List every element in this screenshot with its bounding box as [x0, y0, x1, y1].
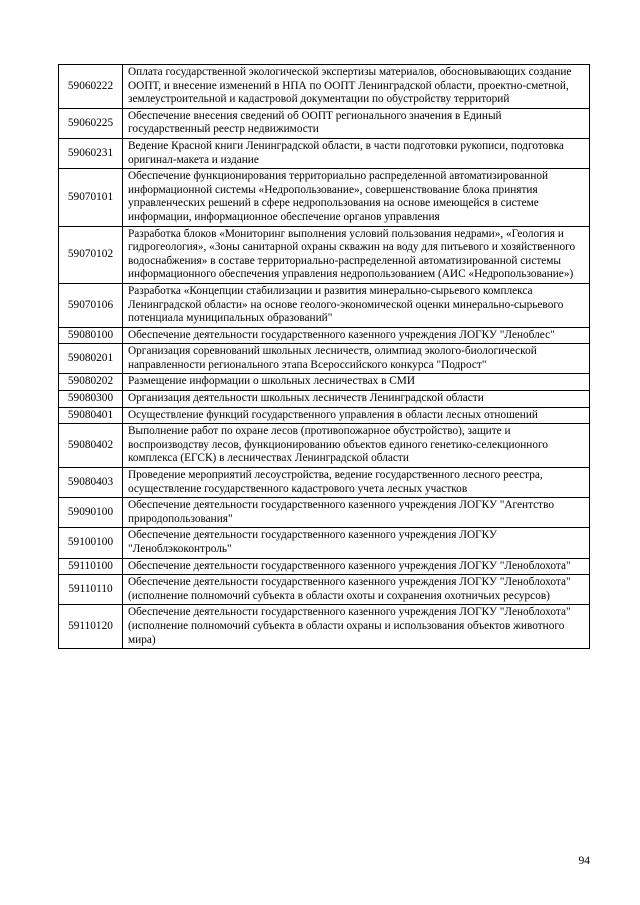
row-description: Обеспечение деятельности государственного казенного учреждения ЛОГКУ "Леноблохота" (исполнение полномочий субъекта в области охоты и сохранения охотничьих ресурсов): [123, 575, 590, 605]
row-code: 59080100: [59, 327, 123, 344]
row-description: Обеспечение деятельности государственного казенного учреждения ЛОГКУ "Леноблохота" (исполнение полномочий субъекта в области охраны и использования объектов животного мира): [123, 605, 590, 649]
row-code: 59080201: [59, 344, 123, 374]
row-code: 59090100: [59, 498, 123, 528]
budget-codes-table: [58, 64, 590, 649]
table-row: [59, 468, 590, 498]
table-row: [59, 226, 590, 283]
row-code: 59070101: [59, 169, 123, 226]
row-code: 59080202: [59, 374, 123, 391]
row-code: 59100100: [59, 528, 123, 558]
table-row: [59, 528, 590, 558]
table-row: [59, 327, 590, 344]
row-description: Обеспечение деятельности государственного казенного учреждения ЛОГКУ "Леноблохота": [123, 558, 590, 575]
table-row: [59, 169, 590, 226]
row-description: Обеспечение деятельности государственного казенного учреждения ЛОГКУ "Леноблес": [123, 327, 590, 344]
row-description: Обеспечение внесения сведений об ООПТ регионального значения в Единый государственный реестр недвижимости: [123, 108, 590, 138]
row-description: Обеспечение деятельности государственного казенного учреждения ЛОГКУ "Агентство природопользования": [123, 498, 590, 528]
table-row: [59, 424, 590, 468]
row-code: 59060231: [59, 138, 123, 168]
row-code: 59110120: [59, 605, 123, 649]
page-number: 94: [578, 855, 590, 867]
table-row: [59, 344, 590, 374]
row-description: Организация деятельности школьных лесничеств Ленинградской области: [123, 391, 590, 408]
table-row: [59, 374, 590, 391]
row-code: 59110110: [59, 575, 123, 605]
table-row: [59, 605, 590, 649]
row-description: Обеспечение функционирования территориально распределенной автоматизированной информационной системы «Недропользование», совершенствование блока принятия управленческих решений в сфере недропользования на основе имеющейся в системе информации, информационное обеспечение органов управления: [123, 169, 590, 226]
row-code: 59060225: [59, 108, 123, 138]
row-code: 59080403: [59, 468, 123, 498]
table-row: [59, 498, 590, 528]
row-description: Размещение информации о школьных лесничествах в СМИ: [123, 374, 590, 391]
row-code: 59070106: [59, 283, 123, 327]
row-code: 59080300: [59, 391, 123, 408]
row-description: Ведение Красной книги Ленинградской области, в части подготовки рукописи, подготовка оригинал-макета и издание: [123, 138, 590, 168]
row-description: Проведение мероприятий лесоустройства, ведение государственного лесного реестра, осуществление государственного кадастрового учета лесных участков: [123, 468, 590, 498]
row-description: Обеспечение деятельности государственного казенного учреждения ЛОГКУ "Леноблэкоконтроль": [123, 528, 590, 558]
table-row: [59, 575, 590, 605]
table-body: [59, 65, 590, 649]
row-code: 59110100: [59, 558, 123, 575]
table-row: [59, 391, 590, 408]
row-description: Разработка «Концепции стабилизации и развития минерально-сырьевого комплекса Ленинградской области» на основе геолого-экономической оценки минерально-сырьевого потенциала муниципальных образований": [123, 283, 590, 327]
table-row: [59, 407, 590, 424]
row-code: 59070102: [59, 226, 123, 283]
row-code: 59060222: [59, 65, 123, 109]
table-row: [59, 65, 590, 109]
table-row: [59, 283, 590, 327]
table-row: [59, 558, 590, 575]
row-description: Разработка блоков «Мониторинг выполнения условий пользования недрами», «Геология и гидрогеология», «Зоны санитарной охраны скважин на воду для питьевого и хозяйственного водоснабжения» в составе территориально-распределенной автоматизированной системы информационного обеспечения управления недропользованием (АИС «Недропользование»): [123, 226, 590, 283]
table-row: [59, 138, 590, 168]
row-description: Выполнение работ по охране лесов (противопожарное обустройство), защите и воспроизводству лесов, функционированию объектов единого генетико-селекционного комплекса (ЕГСК) в лесничествах Ленинградской области: [123, 424, 590, 468]
row-description: Организация соревнований школьных лесничеств, олимпиад эколого-биологической направленности регионального этапа Всероссийского конкурса "Подрост": [123, 344, 590, 374]
row-code: 59080402: [59, 424, 123, 468]
row-description: Оплата государственной экологической экспертизы материалов, обосновывающих создание ООПТ, и внесение изменений в НПА по ООПТ Ленинградской области, проектно-сметной, землеустроительной и кадастровой документации по обустройству территорий: [123, 65, 590, 109]
table-row: [59, 108, 590, 138]
row-description: Осуществление функций государственного управления в области лесных отношений: [123, 407, 590, 424]
row-code: 59080401: [59, 407, 123, 424]
